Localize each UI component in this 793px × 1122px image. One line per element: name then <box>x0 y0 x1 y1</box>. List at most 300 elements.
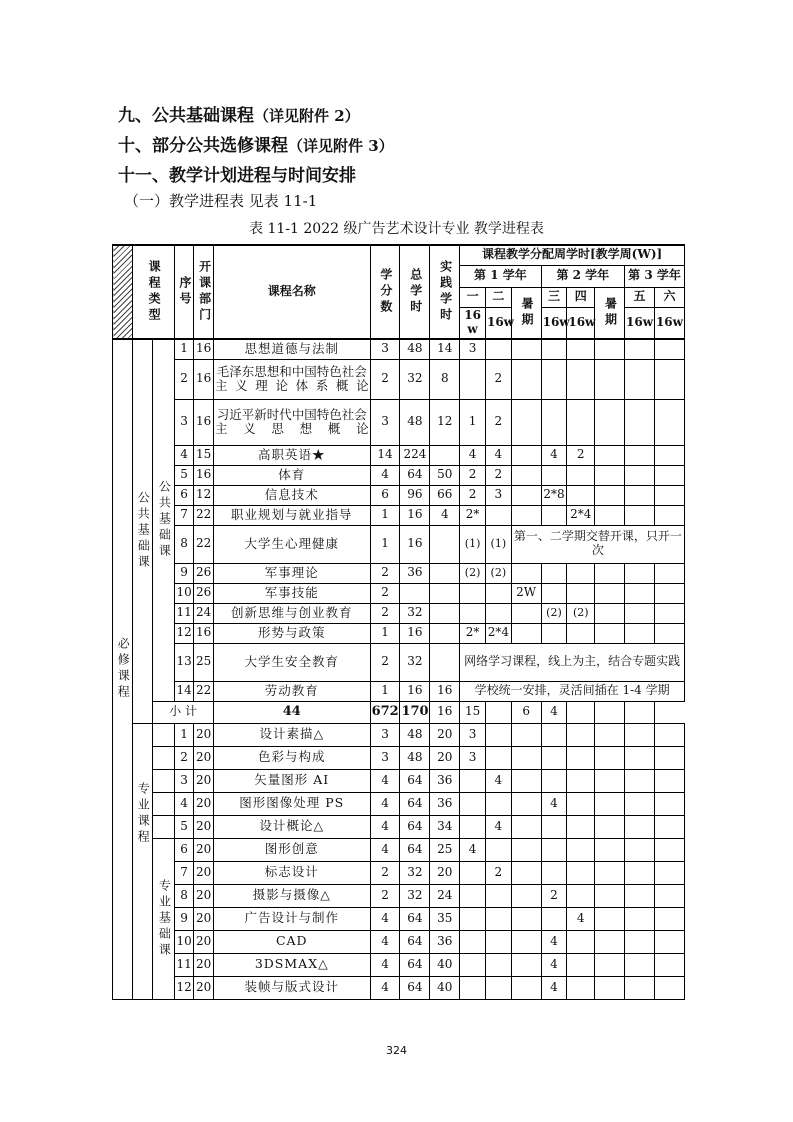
s6-hours <box>654 505 684 525</box>
s4-hours: 2 <box>567 445 595 465</box>
s2-hours: 2*4 <box>485 623 511 643</box>
s3-hours <box>541 838 567 861</box>
dept-code: 20 <box>194 769 214 792</box>
table-row <box>113 976 685 999</box>
header-credits: 学分数 <box>370 245 400 339</box>
table-row <box>113 623 685 643</box>
dept-code: 20 <box>194 792 214 815</box>
course-name: 图形创意 <box>213 838 370 861</box>
s1-hours <box>460 907 486 930</box>
table-row <box>113 563 685 583</box>
header-sem-2: 二 <box>485 287 511 307</box>
credits: 4 <box>370 792 400 815</box>
practice-hours <box>430 583 460 603</box>
dept-code: 24 <box>194 603 214 623</box>
serial-no: 3 <box>174 769 194 792</box>
sum1-hours <box>511 976 541 999</box>
table-row <box>113 465 685 485</box>
practice-hours: 36 <box>430 792 460 815</box>
course-name: 军事技能 <box>213 583 370 603</box>
s1-hours: 3 <box>460 339 486 359</box>
course-name: 广告设计与制作 <box>213 907 370 930</box>
s3-hours: 4 <box>541 953 567 976</box>
s5-hours <box>625 485 655 505</box>
subtotal-row <box>113 701 685 723</box>
s5-hours <box>625 746 655 769</box>
sum2-hours <box>595 746 625 769</box>
table-row <box>113 359 685 399</box>
course-name: 高职英语★ <box>213 445 370 465</box>
total-hours: 48 <box>400 723 430 746</box>
course-name: 大学生心理健康 <box>213 525 370 563</box>
sum2-hours <box>595 884 625 907</box>
dept-code: 22 <box>194 505 214 525</box>
sum1-hours <box>511 485 541 505</box>
credits: 4 <box>370 907 400 930</box>
sum2-hours <box>595 563 625 583</box>
credits: 1 <box>370 505 400 525</box>
s6-hours <box>654 445 684 465</box>
total-hours: 32 <box>400 359 430 399</box>
s1-hours: 2 <box>460 465 486 485</box>
s4-hours: (2) <box>567 603 595 623</box>
dept-code: 20 <box>194 930 214 953</box>
total-hours: 64 <box>400 930 430 953</box>
table-row <box>113 339 685 359</box>
total-hours: 64 <box>400 838 430 861</box>
s4-hours <box>567 399 595 445</box>
serial-no: 11 <box>174 953 194 976</box>
s3-hours <box>541 623 567 643</box>
course-name: 摄影与摄像△ <box>213 884 370 907</box>
s3-hours <box>541 746 567 769</box>
dept-code: 20 <box>194 746 214 769</box>
total-hours: 64 <box>400 907 430 930</box>
header-sem-5: 五 <box>625 287 655 307</box>
s5-hours <box>625 907 655 930</box>
s6-hours <box>654 583 684 603</box>
course-name: 3DSMAX△ <box>213 953 370 976</box>
major-blank-cell <box>153 792 175 815</box>
dept-code: 25 <box>194 643 214 681</box>
total-hours: 96 <box>400 485 430 505</box>
s2-hours <box>485 723 511 746</box>
practice-hours: 40 <box>430 976 460 999</box>
credits: 2 <box>370 583 400 603</box>
s2-hours: 4 <box>485 769 511 792</box>
s6-hours <box>654 861 684 884</box>
s3-hours: 4 <box>541 930 567 953</box>
s6-hours <box>654 339 684 359</box>
s6-hours <box>654 815 684 838</box>
s2-hours <box>485 339 511 359</box>
practice-hours: 20 <box>430 746 460 769</box>
sum1-hours <box>511 399 541 445</box>
s3-hours: (2) <box>541 603 567 623</box>
sem-2-hours: (1) <box>485 525 511 563</box>
dept-code: 26 <box>194 563 214 583</box>
course-name: 职业规划与就业指导 <box>213 505 370 525</box>
s6-hours <box>654 953 684 976</box>
course-name: 设计概论△ <box>213 815 370 838</box>
sum2-hours <box>595 861 625 884</box>
table-row <box>113 681 685 701</box>
sum1-hours <box>511 838 541 861</box>
dept-code: 16 <box>194 359 214 399</box>
course-name: 色彩与构成 <box>213 746 370 769</box>
dept-code: 20 <box>194 723 214 746</box>
s5-hours <box>625 861 655 884</box>
s1-hours: 3 <box>460 723 486 746</box>
total-hours: 36 <box>400 563 430 583</box>
dept-code: 16 <box>194 623 214 643</box>
sum1-hours: 2W <box>511 583 541 603</box>
practice-hours: 66 <box>430 485 460 505</box>
s3-hours <box>541 769 567 792</box>
s4-hours <box>567 339 595 359</box>
credits: 4 <box>370 953 400 976</box>
public-basic-subgroup <box>153 339 175 701</box>
major-blank-cell <box>153 746 175 769</box>
table-row <box>113 445 685 465</box>
credits: 4 <box>370 838 400 861</box>
course-name: 大学生安全教育 <box>213 643 370 681</box>
s6-hours <box>654 485 684 505</box>
serial-no: 7 <box>174 505 194 525</box>
credits: 2 <box>370 643 400 681</box>
s2-hours: 2 <box>485 861 511 884</box>
credits: 1 <box>370 623 400 643</box>
table-row <box>113 603 685 623</box>
s3-hours <box>541 563 567 583</box>
s3-hours <box>541 505 567 525</box>
credits: 3 <box>370 399 400 445</box>
header-year-3: 第 3 学年 <box>625 265 685 287</box>
serial-no: 2 <box>174 359 194 399</box>
subtotal-s5 <box>595 701 625 723</box>
s5-hours <box>625 976 655 999</box>
s1-hours: 2* <box>460 623 486 643</box>
dept-code: 20 <box>194 838 214 861</box>
s4-hours <box>567 930 595 953</box>
dept-code: 16 <box>194 339 214 359</box>
s1-hours <box>460 976 486 999</box>
credits: 2 <box>370 884 400 907</box>
serial-no: 3 <box>174 399 194 445</box>
s1-hours <box>460 359 486 399</box>
sum2-hours <box>595 359 625 399</box>
sem-1-hours: (1) <box>460 525 486 563</box>
s4-hours <box>567 746 595 769</box>
heading-public-basic <box>118 101 360 126</box>
s5-hours <box>625 953 655 976</box>
table-row <box>113 884 685 907</box>
s5-hours <box>625 930 655 953</box>
credits: 3 <box>370 723 400 746</box>
total-hours: 64 <box>400 465 430 485</box>
dept-code: 16 <box>194 399 214 445</box>
sum1-hours <box>511 907 541 930</box>
sum2-hours <box>595 485 625 505</box>
total-hours: 32 <box>400 603 430 623</box>
serial-no: 8 <box>174 525 194 563</box>
subtotal-sum2 <box>567 701 595 723</box>
s4-hours <box>567 815 595 838</box>
heading-teaching-plan: 十一、教学计划进程与时间安排 <box>118 166 356 186</box>
course-name: 体育 <box>213 465 370 485</box>
course-name: 信息技术 <box>213 485 370 505</box>
heading-title: 九、公共基础课程 <box>118 106 254 126</box>
practice-hours: 16 <box>430 681 460 701</box>
practice-hours: 20 <box>430 861 460 884</box>
table-row <box>113 505 685 525</box>
sum1-hours <box>511 465 541 485</box>
table-row <box>113 769 685 792</box>
s3-hours <box>541 723 567 746</box>
course-name: 创新思维与创业教育 <box>213 603 370 623</box>
schedule-note: 第一、二学期交替开课，只开一次 <box>511 525 684 563</box>
dept-code: 12 <box>194 485 214 505</box>
serial-no: 10 <box>174 583 194 603</box>
table-row <box>113 583 685 603</box>
practice-hours <box>430 623 460 643</box>
heading-public-elective <box>118 131 394 156</box>
credits: 2 <box>370 861 400 884</box>
credits: 1 <box>370 525 400 563</box>
major-blank-cell <box>153 769 175 792</box>
sum1-hours <box>511 930 541 953</box>
header-weeks-5: 16w <box>625 307 655 339</box>
s2-hours: 3 <box>485 485 511 505</box>
dept-code: 20 <box>194 884 214 907</box>
s6-hours <box>654 838 684 861</box>
major-blank-cell <box>153 815 175 838</box>
heading-note: （详见附件 3） <box>288 137 394 155</box>
s6-hours <box>654 603 684 623</box>
s2-hours: 4 <box>485 815 511 838</box>
practice-hours: 25 <box>430 838 460 861</box>
header-sem-4: 四 <box>567 287 595 307</box>
dept-code: 22 <box>194 525 214 563</box>
table-row <box>113 792 685 815</box>
course-name: 军事理论 <box>213 563 370 583</box>
s6-hours <box>654 746 684 769</box>
subtotal-s4: 4 <box>541 701 567 723</box>
s6-hours <box>654 465 684 485</box>
s4-hours <box>567 838 595 861</box>
table-row <box>113 861 685 884</box>
s5-hours <box>625 792 655 815</box>
sum2-hours <box>595 976 625 999</box>
s2-hours <box>485 792 511 815</box>
header-sem-3: 三 <box>541 287 567 307</box>
header-practice-hours: 实践学时 <box>430 245 460 339</box>
sum1-hours <box>511 815 541 838</box>
table-row <box>113 930 685 953</box>
s1-hours: 2 <box>460 485 486 505</box>
serial-no: 6 <box>174 838 194 861</box>
serial-no: 7 <box>174 861 194 884</box>
s2-hours: 4 <box>485 445 511 465</box>
sum2-hours <box>595 583 625 603</box>
major-group <box>132 723 153 999</box>
practice-hours: 14 <box>430 339 460 359</box>
s2-hours: 2 <box>485 399 511 445</box>
table-row <box>113 907 685 930</box>
sum2-hours <box>595 930 625 953</box>
serial-no: 14 <box>174 681 194 701</box>
subtotal-s3: 6 <box>511 701 541 723</box>
course-name: 矢量图形 AI <box>213 769 370 792</box>
s4-hours <box>567 976 595 999</box>
teaching-progress-table <box>112 244 685 1000</box>
public-basic-subgroup-label: 公共基础课 <box>157 480 172 561</box>
header-dept: 开课部门 <box>194 245 214 339</box>
serial-no: 12 <box>174 623 194 643</box>
sum2-hours <box>595 838 625 861</box>
table-header <box>113 245 685 339</box>
s5-hours <box>625 445 655 465</box>
required-group-label: 必修课程 <box>116 637 131 702</box>
header-year-2: 第 2 学年 <box>541 265 624 287</box>
practice-hours: 50 <box>430 465 460 485</box>
dept-code: 22 <box>194 681 214 701</box>
total-hours: 32 <box>400 884 430 907</box>
header-weeks-6: 16w <box>654 307 684 339</box>
credits: 4 <box>370 930 400 953</box>
subtotal-practice: 170 <box>400 701 430 723</box>
s3-hours <box>541 359 567 399</box>
total-hours: 64 <box>400 976 430 999</box>
course-name: 图形图像处理 PS <box>213 792 370 815</box>
serial-no: 1 <box>174 339 194 359</box>
table-row <box>113 746 685 769</box>
serial-no: 4 <box>174 792 194 815</box>
dept-code: 20 <box>194 907 214 930</box>
schedule-note: 网络学习课程，线上为主，结合专题实践 <box>460 643 685 681</box>
credits: 3 <box>370 746 400 769</box>
s2-hours <box>485 583 511 603</box>
table-row <box>113 815 685 838</box>
serial-no: 9 <box>174 907 194 930</box>
credits: 4 <box>370 465 400 485</box>
s3-hours: 4 <box>541 976 567 999</box>
s4-hours <box>567 583 595 603</box>
dept-code: 20 <box>194 976 214 999</box>
s2-hours <box>485 884 511 907</box>
practice-hours <box>430 563 460 583</box>
dept-code: 15 <box>194 445 214 465</box>
heading-note: （详见附件 2） <box>254 107 360 125</box>
s1-hours: 4 <box>460 838 486 861</box>
s5-hours <box>625 623 655 643</box>
sum1-hours <box>511 623 541 643</box>
s1-hours: 4 <box>460 445 486 465</box>
sum1-hours <box>511 603 541 623</box>
sum1-hours <box>511 746 541 769</box>
sum2-hours <box>595 603 625 623</box>
sum2-hours <box>595 339 625 359</box>
header-weeks-2: 16w <box>485 307 511 339</box>
serial-no: 5 <box>174 815 194 838</box>
serial-no: 5 <box>174 465 194 485</box>
s5-hours <box>625 563 655 583</box>
sum2-hours <box>595 465 625 485</box>
s3-hours: 4 <box>541 792 567 815</box>
major-blank-cell <box>153 723 175 746</box>
header-hatch-cell <box>113 245 133 339</box>
s6-hours <box>654 359 684 399</box>
header-sem-6: 六 <box>654 287 684 307</box>
header-course-type: 课程类型 <box>132 245 174 339</box>
s1-hours <box>460 884 486 907</box>
s2-hours <box>485 505 511 525</box>
s6-hours <box>654 399 684 445</box>
s3-hours <box>541 861 567 884</box>
serial-no: 8 <box>174 884 194 907</box>
total-hours: 32 <box>400 861 430 884</box>
sum1-hours <box>511 445 541 465</box>
s4-hours <box>567 485 595 505</box>
heading-title: 十、部分公共选修课程 <box>118 136 288 156</box>
page-number: 324 <box>386 1044 407 1057</box>
s3-hours <box>541 583 567 603</box>
s5-hours <box>625 815 655 838</box>
header-sem-1: 一 <box>460 287 486 307</box>
subtotal-sum1 <box>485 701 511 723</box>
s2-hours: 2 <box>485 465 511 485</box>
practice-hours <box>430 643 460 681</box>
serial-no: 12 <box>174 976 194 999</box>
s5-hours <box>625 884 655 907</box>
serial-no: 9 <box>174 563 194 583</box>
total-hours: 32 <box>400 643 430 681</box>
serial-no: 13 <box>174 643 194 681</box>
sum2-hours <box>595 445 625 465</box>
s3-hours <box>541 907 567 930</box>
subtotal-total: 672 <box>370 701 400 723</box>
sum2-hours <box>595 792 625 815</box>
subheading-progress-table: （一）教学进程表 见表 11-1 <box>124 192 318 210</box>
table-row <box>113 525 685 563</box>
major-basic-group-label: 专业基础课 <box>157 878 172 959</box>
credits: 4 <box>370 815 400 838</box>
course-name: 设计素描△ <box>213 723 370 746</box>
sum1-hours <box>511 792 541 815</box>
dept-code: 16 <box>194 465 214 485</box>
s5-hours <box>625 769 655 792</box>
credits: 3 <box>370 339 400 359</box>
total-hours: 224 <box>400 445 430 465</box>
practice-hours <box>430 445 460 465</box>
sum1-hours <box>511 769 541 792</box>
header-weeks-3: 16w <box>541 307 567 339</box>
dept-code: 20 <box>194 953 214 976</box>
total-hours: 48 <box>400 339 430 359</box>
sum1-hours <box>511 861 541 884</box>
practice-hours <box>430 603 460 623</box>
s2-hours <box>485 953 511 976</box>
s6-hours <box>654 623 684 643</box>
dept-code: 26 <box>194 583 214 603</box>
header-hours-allocation: 课程教学分配周学时[教学周(W)] <box>460 245 685 265</box>
course-name: 思想道德与法制 <box>213 339 370 359</box>
course-name: 习近平新时代中国特色社会主义思想概论 <box>213 399 370 445</box>
s5-hours <box>625 505 655 525</box>
table-row <box>113 953 685 976</box>
s4-hours <box>567 563 595 583</box>
s1-hours <box>460 603 486 623</box>
